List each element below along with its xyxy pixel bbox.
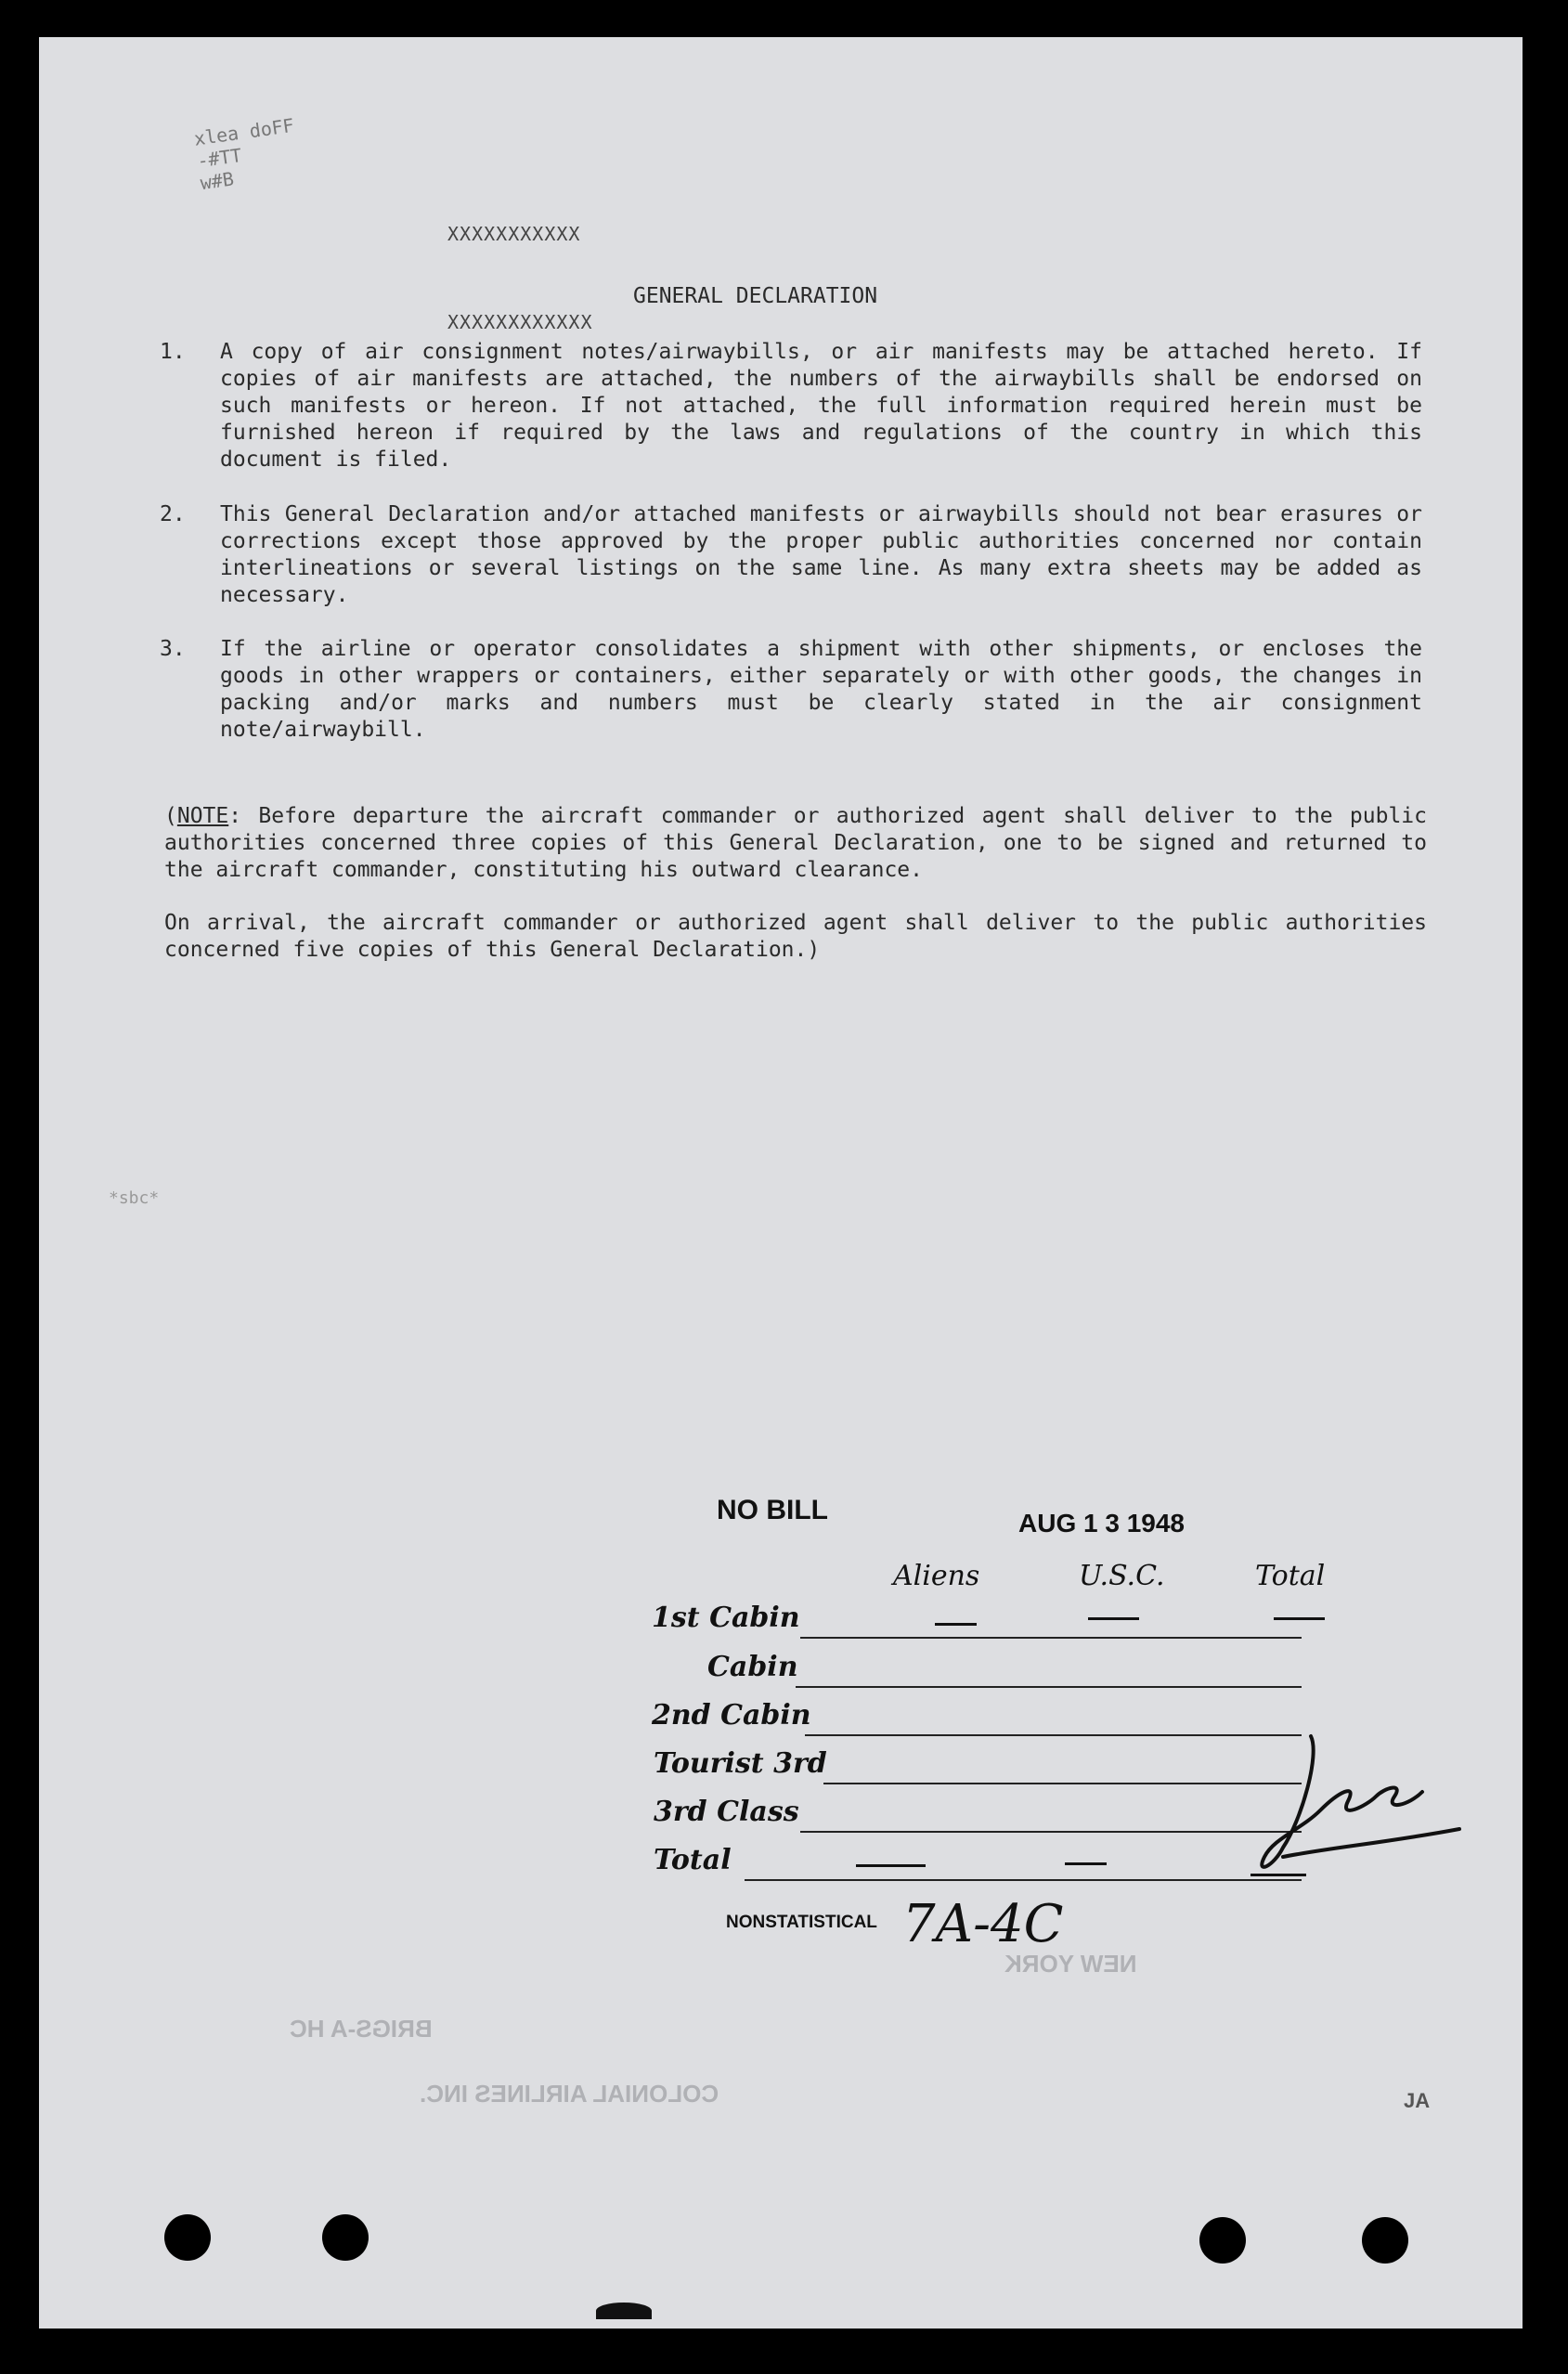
paragraph-1 bbox=[160, 339, 1422, 478]
note-label: NOTE bbox=[176, 804, 229, 828]
entry-dash bbox=[856, 1864, 926, 1867]
column-aliens: Aliens bbox=[893, 1560, 980, 1592]
row-label-2nd-cabin: 2nd Cabin bbox=[652, 1699, 811, 1732]
entry-dash bbox=[1088, 1617, 1139, 1620]
no-bill-stamp: NO BILL bbox=[717, 1495, 828, 1525]
arrival-note: On arrival, the aircraft commander or authorized agent shall deliver to the public authorities concerned five copies of this General Declaration.) bbox=[164, 911, 1427, 962]
page-tear-mark bbox=[596, 2303, 652, 2319]
stray-mark: *sbc* bbox=[109, 1188, 160, 1208]
top-code: xlea doFF -#TT w#B bbox=[192, 113, 296, 195]
paragraph-3 bbox=[160, 636, 1422, 747]
row-rule bbox=[800, 1831, 1302, 1833]
row-rule bbox=[796, 1686, 1302, 1688]
paragraph-number: 3. bbox=[160, 637, 186, 661]
paragraph-number: 2. bbox=[160, 502, 186, 526]
stamp-date: AUG 1 3 1948 bbox=[1018, 1509, 1185, 1537]
paragraph-text: A copy of air consignment notes/airwaybills, or air manifests may be attached hereto. If copies of air manifests are attached, the numbers of the airwaybills shall be endorsed on such manifests or hereon. If not attached, the full information required herein must be furnished hereon if required by the laws and regulations of the country in which this document is filed. bbox=[220, 340, 1422, 472]
departure-note: (NOTE: Before departure the aircraft commander or authorized agent shall deliver to the public authorities concerned three copies of this General Declaration, one to be signed and returned to the aircraft commander, constituting his outward clearance. bbox=[164, 804, 1427, 882]
punch-hole bbox=[1199, 2217, 1246, 2264]
document-heading: GENERAL DECLARATION bbox=[633, 284, 878, 308]
paragraph-text: This General Declaration and/or attached manifests or airwaybills should not bear erasures or corrections except those approved by the proper public authorities concerned nor contain interlineations or several listings on the same line. As many extra sheets may be added as necessary. bbox=[220, 502, 1422, 607]
paragraph-text: If the airline or operator consolidates a shipment with other shipments, or encloses the goods in other wrappers or containers, either separately or with other goods, the changes in packing and/or marks and numbers must be clearly stated in the air consignment note/airwaybill. bbox=[220, 637, 1422, 742]
column-usc: U.S.C. bbox=[1079, 1560, 1165, 1592]
initials-signature bbox=[1246, 1718, 1469, 1885]
entry-dash bbox=[1274, 1617, 1325, 1620]
bleed-through-line-2: COLONIAL AIRLINES INC. bbox=[420, 2080, 719, 2108]
row-rule bbox=[800, 1637, 1302, 1639]
corner-mark: JA bbox=[1404, 2089, 1431, 2112]
nonstatistical-label: NONSTATISTICAL bbox=[726, 1913, 877, 1932]
note-text: : Before departure the aircraft commander or authorized agent shall deliver to the public authorities concerned three copies of this General Declaration, one to be signed and returned to the aircraft commander, constituting his outward clearance. bbox=[164, 804, 1427, 882]
handwritten-code: 7A-4C bbox=[902, 1894, 1064, 1954]
row-label-3rd-class: 3rd Class bbox=[654, 1796, 799, 1828]
row-rule bbox=[823, 1783, 1302, 1784]
row-label-total: Total bbox=[654, 1844, 732, 1876]
row-label-1st-cabin: 1st Cabin bbox=[652, 1602, 800, 1634]
struck-line-1: XXXXXXXXXXX bbox=[447, 223, 581, 245]
row-label-cabin: Cabin bbox=[707, 1651, 798, 1683]
punch-hole bbox=[322, 2214, 369, 2261]
struck-line-2: XXXXXXXXXXXX bbox=[447, 311, 593, 333]
column-total: Total bbox=[1255, 1560, 1326, 1592]
paragraph-number: 1. bbox=[160, 340, 186, 364]
row-rule bbox=[745, 1879, 1302, 1881]
document-page bbox=[39, 37, 1523, 2329]
row-rule bbox=[805, 1734, 1302, 1736]
punch-hole bbox=[1362, 2217, 1408, 2264]
bleed-through-line-1: BRIGS-A HC bbox=[290, 2015, 433, 2043]
bleed-through-line-3: NEW YORK bbox=[1004, 1950, 1137, 1978]
entry-dash bbox=[1065, 1862, 1107, 1865]
paragraph-2 bbox=[160, 501, 1422, 613]
row-label-tourist-3rd: Tourist 3rd bbox=[654, 1747, 827, 1780]
entry-dash bbox=[935, 1623, 977, 1626]
punch-hole bbox=[164, 2214, 211, 2261]
